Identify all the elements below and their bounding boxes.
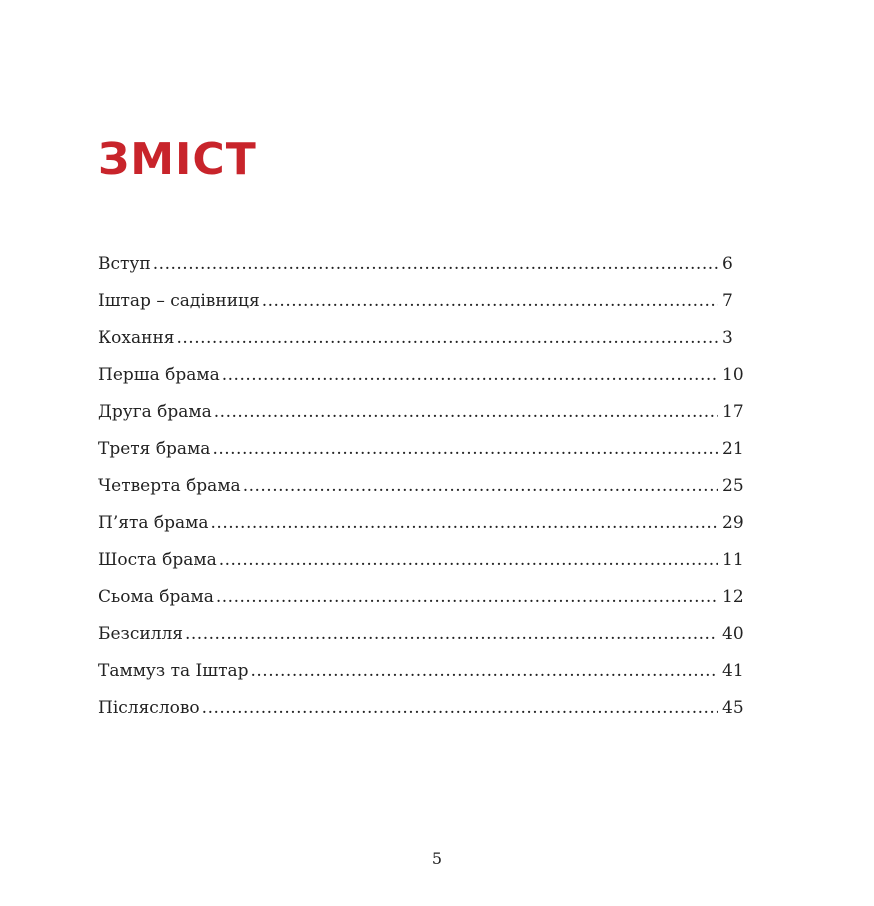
toc-entry-page: 17 — [722, 402, 744, 422]
page-number: 5 — [431, 849, 443, 868]
toc-dot-leader — [251, 653, 719, 690]
toc-entry-label: Третя брама — [98, 439, 211, 459]
toc-entry-page: 3 — [722, 328, 733, 348]
toc-dot-leader — [202, 690, 718, 727]
toc-entry-sixth-gate[interactable] — [98, 542, 750, 579]
toc-entry-page: 45 — [722, 698, 744, 718]
toc-entry-page: 25 — [722, 476, 744, 496]
toc-entry-page: 10 — [722, 365, 744, 385]
toc-entry-label: Друга брама — [98, 402, 212, 422]
table-of-contents — [98, 246, 750, 727]
toc-entry-fifth-gate[interactable] — [98, 505, 750, 542]
toc-entry-first-gate[interactable] — [98, 357, 750, 394]
toc-dot-leader — [222, 357, 718, 394]
toc-entry-label: П’ята брама — [98, 513, 209, 533]
toc-entry-page: 6 — [722, 254, 733, 274]
toc-entry-label: Перша брама — [98, 365, 220, 385]
toc-entry-page: 40 — [722, 624, 744, 644]
toc-entry-label: Шоста брама — [98, 550, 217, 570]
toc-entry-label: Іштар – садівниця — [98, 291, 260, 311]
toc-entry-third-gate[interactable] — [98, 431, 750, 468]
toc-entry-afterword[interactable] — [98, 690, 750, 727]
page-title: ЗМІСТ — [98, 134, 257, 185]
toc-entry-page: 41 — [722, 661, 744, 681]
toc-entry-label: Післяслово — [98, 698, 200, 718]
toc-dot-leader — [211, 505, 718, 542]
toc-entry-intro[interactable] — [98, 246, 750, 283]
toc-dot-leader — [216, 579, 718, 616]
toc-entry-page: 11 — [722, 550, 744, 570]
toc-entry-seventh-gate[interactable] — [98, 579, 750, 616]
toc-entry-page: 7 — [722, 291, 733, 311]
toc-dot-leader — [177, 320, 719, 357]
toc-dot-leader — [262, 283, 718, 320]
toc-entry-label: Таммуз та Іштар — [98, 661, 249, 681]
toc-dot-leader — [153, 246, 718, 283]
toc-dot-leader — [212, 431, 718, 468]
toc-entry-fourth-gate[interactable] — [98, 468, 750, 505]
toc-dot-leader — [219, 542, 718, 579]
toc-entry-label: Безсилля — [98, 624, 183, 644]
toc-entry-page: 21 — [722, 439, 744, 459]
toc-entry-ishtar-gardener[interactable] — [98, 283, 750, 320]
toc-dot-leader — [243, 468, 718, 505]
toc-entry-label: Вступ — [98, 254, 151, 274]
toc-entry-love[interactable] — [98, 320, 750, 357]
toc-entry-tammuz-and-ishtar[interactable] — [98, 653, 750, 690]
toc-entry-label: Четверта брама — [98, 476, 241, 496]
toc-dot-leader — [185, 616, 718, 653]
toc-entry-label: Сьома брама — [98, 587, 214, 607]
toc-entry-powerlessness[interactable] — [98, 616, 750, 653]
toc-entry-label: Кохання — [98, 328, 175, 348]
toc-entry-page: 12 — [722, 587, 744, 607]
toc-entry-second-gate[interactable] — [98, 394, 750, 431]
toc-entry-page: 29 — [722, 513, 744, 533]
toc-dot-leader — [214, 394, 718, 431]
